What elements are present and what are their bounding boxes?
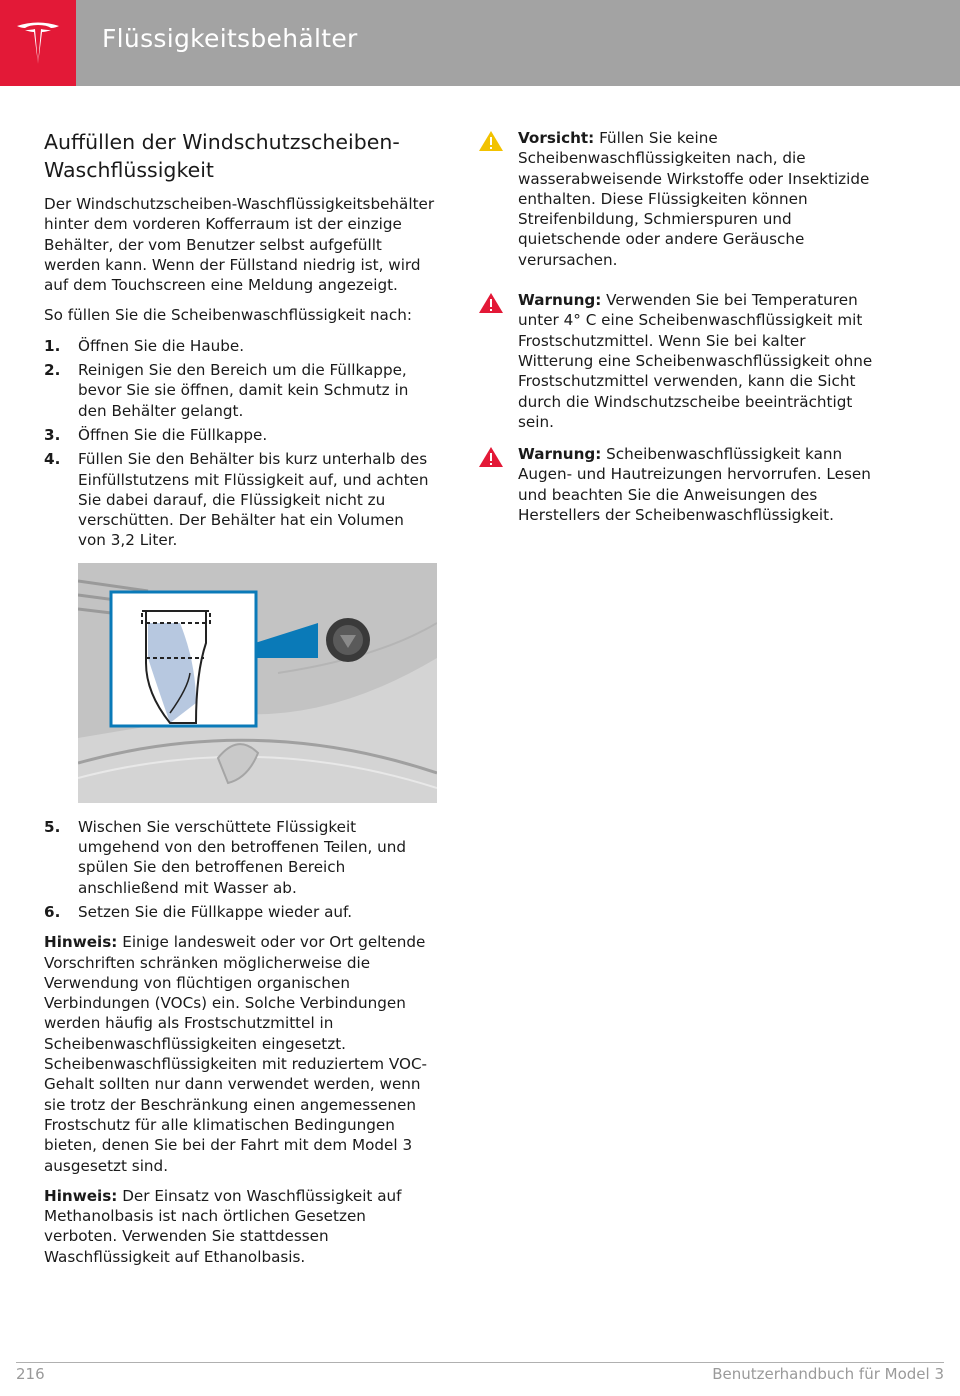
alert-text: Verwenden Sie bei Temperaturen unter 4° C eine Scheibenwaschflüssigkeit mit Frostschutzmittel. Wenn Sie bei kalter Witterung eine Scheibenwaschflüssigkeit ohne Frostschutzmittel verwenden, kann die Sicht durch die Windschutzscheibe beeinträchtigt sein. bbox=[518, 291, 873, 431]
page-number: 216 bbox=[16, 1365, 45, 1383]
note-label: Hinweis: bbox=[44, 933, 118, 952]
note-text: Einige landesweit oder vor Ort geltende Vorschriften schränken möglicherweise die Verwendung von flüchtigen organischen Verbindungen (VOCs) ein. Solche Verbindungen werden häufig als Frostschutzmittel in Scheibenwaschflüssigkeiten eingesetzt. Scheibenwaschflüssigkeiten mit reduziertem VOC-Gehalt sollten nur dann verwendet werden, wenn sie trotz der Beschränkung einen angemessenen Frostschutz für alle klimatischen Bedingungen bieten, denen Sie bei der Fahrt mit dem Model 3 ausgesetzt sind. bbox=[44, 933, 428, 1175]
warning-icon bbox=[478, 446, 504, 468]
warning-alert bbox=[478, 290, 878, 432]
list-item bbox=[44, 817, 436, 898]
caution-alert bbox=[478, 128, 878, 270]
manual-title: Benutzerhandbuch für Model 3 bbox=[712, 1365, 944, 1383]
main-column bbox=[44, 128, 436, 1277]
steps-list-b bbox=[44, 817, 436, 922]
alert-text: Scheibenwaschflüssigkeit kann Augen- und Hautreizungen hervorrufen. Lesen und beachten Sie die Anweisungen des Herstellers der Scheibenwaschflüssigkeit. bbox=[518, 445, 871, 525]
alert-label: Vorsicht: bbox=[518, 129, 595, 147]
warning-icon bbox=[478, 292, 504, 314]
alert-text: Füllen Sie keine Scheibenwaschflüssigkeiten nach, die wasserabweisende Wirkstoffe oder Insektizide enthalten. Diese Flüssigkeiten können Streifenbildung, Schmierspuren und quietschende oder andere Geräusche verursachen. bbox=[518, 129, 870, 269]
list-item bbox=[44, 360, 436, 421]
alerts-column bbox=[478, 128, 878, 537]
list-item bbox=[44, 336, 436, 356]
step-number: 6. bbox=[44, 902, 61, 921]
tesla-logo-icon bbox=[13, 18, 63, 68]
intro-paragraph: Der Windschutzscheiben-Waschflüssigkeitsbehälter hinter dem vorderen Kofferraum ist der einzige Behälter, der vom Benutzer selbst aufgefüllt werden kann. Wenn der Füllstand niedrig ist, wird auf dem Touchscreen eine Meldung angezeigt. bbox=[44, 195, 435, 295]
lead-paragraph: So füllen Sie die Scheibenwaschflüssigkeit nach: bbox=[44, 306, 412, 325]
note-text: Der Einsatz von Waschflüssigkeit auf Methanolbasis ist nach örtlichen Gesetzen verboten. Verwenden Sie stattdessen Waschflüssigkeit auf Ethanolbasis. bbox=[44, 1186, 402, 1266]
step-text: Füllen Sie den Behälter bis kurz unterhalb des Einfüllstutzens mit Flüssigkeit auf, und achten Sie dabei darauf, die Flüssigkeit nicht zu verschütten. Der Behälter hat ein Volumen von 3,2 Liter. bbox=[78, 450, 429, 550]
reservoir-image bbox=[78, 563, 437, 803]
note-paragraph bbox=[44, 1186, 436, 1267]
list-item bbox=[44, 449, 436, 550]
step-number: 3. bbox=[44, 425, 61, 444]
page-header bbox=[0, 0, 960, 86]
step-number: 4. bbox=[44, 450, 61, 469]
list-item bbox=[44, 425, 436, 445]
step-number: 1. bbox=[44, 336, 61, 355]
reservoir-illustration bbox=[78, 563, 437, 803]
footer-divider bbox=[16, 1362, 944, 1363]
step-text: Reinigen Sie den Bereich um die Füllkappe, bevor Sie sie öffnen, damit kein Schmutz in den Behälter gelangt. bbox=[78, 361, 409, 420]
note-paragraph bbox=[44, 932, 436, 1176]
step-number: 2. bbox=[44, 361, 61, 380]
note-label: Hinweis: bbox=[44, 1186, 118, 1205]
caution-icon bbox=[478, 130, 504, 152]
step-text: Wischen Sie verschüttete Flüssigkeit umgehend von den betroffenen Teilen, und spülen Sie den betroffenen Bereich anschließend mit Wasser ab. bbox=[78, 817, 407, 897]
list-item bbox=[44, 902, 436, 922]
section-heading: Auffüllen der Windschutzscheiben-Waschflüssigkeit bbox=[44, 130, 400, 182]
step-text: Setzen Sie die Füllkappe wieder auf. bbox=[78, 902, 353, 921]
step-text: Öffnen Sie die Haube. bbox=[78, 336, 245, 355]
tesla-logo bbox=[0, 0, 76, 86]
alert-label: Warnung: bbox=[518, 291, 602, 310]
steps-list-a bbox=[44, 336, 436, 551]
warning-alert bbox=[478, 444, 878, 525]
step-number: 5. bbox=[44, 817, 61, 836]
alert-label: Warnung: bbox=[518, 445, 602, 464]
step-text: Öffnen Sie die Füllkappe. bbox=[78, 425, 268, 444]
page-title: Flüssigkeitsbehälter bbox=[102, 24, 358, 53]
